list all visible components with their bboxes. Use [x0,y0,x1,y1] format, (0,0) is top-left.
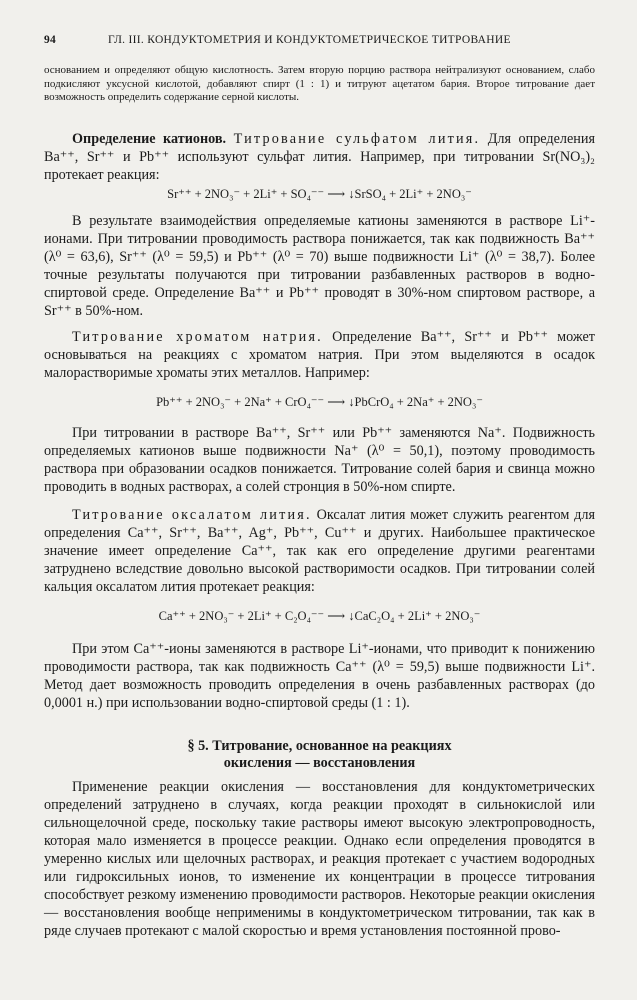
equation-strontium-sulfate: Sr⁺⁺ + 2NO₃⁻ + 2Li⁺ + SO₄⁻⁻ ⟶ ↓SrSO₄ + 2Li⁺ + 2NO₃⁻ [167,187,472,201]
page-number: 94 [44,34,57,46]
lithium-sulfate-heading: Титрование сульфатом лития. [233,131,481,147]
replacement-paragraph [44,212,595,320]
running-header [44,34,604,50]
cations-paragraph [44,130,595,184]
running-title: ГЛ. III. КОНДУКТОМЕТРИЯ И КОНДУКТОМЕТРИЧЕСКОЕ ТИТРОВАНИЕ [108,34,511,46]
replacement-text: В результате взаимодействия определяемые катионы заменяются в растворе Li⁺-ионами. При титровании проводимость раствора понижается, так как подвижность Ba⁺⁺ (λ⁰ = 63,6), Sr⁺⁺ (λ⁰ = 59,5) и Pb⁺⁺ (λ⁰ = 70) выше подвижности Li⁺ (λ⁰ = 38,7). Более точные результаты получаются при титровании разбавленных растворов в водно-спиртовой среде. Определение Ba⁺⁺ и Pb⁺⁺ проводят в 30%-ном спиртовом растворе, а Sr⁺⁺ в 50%-ном. [44,213,595,319]
chromate-heading: Титрование хроматом натрия. [72,329,323,345]
equation-lead-chromate: Pb⁺⁺ + 2NO₃⁻ + 2Na⁺ + CrO₄⁻⁻ ⟶ ↓PbCrO₄ + 2Na⁺ + 2NO₃⁻ [156,395,483,409]
section-heading [44,738,595,772]
intro-paragraph: основанием и определяют общую кислотность. Затем вторую порцию раствора нейтрализуют основанием, слабо подкисляют уксусной кислотой, добавляют спирт (1 : 1) и титруют ацетатом бария. Второе титрование дает возможность определить содержание серной кислоты. [44,64,595,104]
section-heading-line2: окисления — восстановления [223,755,416,771]
oxalate-paragraph [44,506,595,596]
sodium-text: При титровании в растворе Ba⁺⁺, Sr⁺⁺ или Pb⁺⁺ заменяются Na⁺. Подвижность определяемых катионов выше подвижности Na⁺ (λ⁰ = 50,1), поэтому проводимость раствора при образовании осадков понижается. Титрование солей бария и свинца можно проводить в водных растворах, а солей стронция в 50%-ном спирте. [44,425,595,495]
lithium-sulfate-text: Для определения Ba⁺⁺, Sr⁺⁺ и Pb⁺⁺ используют сульфат лития. Например, при титровании Sr(NO₃)₂ протекает реакция: [44,131,595,183]
cations-heading: Определение катионов. [72,131,227,147]
chromate-text: Определение Ba⁺⁺, Sr⁺⁺ и Pb⁺⁺ может основываться на реакциях с хроматом натрия. При этом выделяются в осадок малорастворимые хроматы этих металлов. Например: [44,329,595,381]
section-heading-line1: § 5. Титрование, основанное на реакциях [187,738,452,754]
redox-text: Применение реакции окисления — восстановления для кондуктометрических определений затруднено в случаях, когда реакции проходят в сильнокислой или сильнощелочной среде, поскольку такие растворы имеют высокую электропроводность, которая мало изменяется в процессе реакции. Однако если определения проводятся в умеренно кислых или щелочных растворах, и реакция протекает с участием водородных или гидроксильных ионов, то изменение их концентрации в процессе титрования способствует резкому изменению проводимости растворов. Некоторые реакции окисления — восстановления вообще неприменимы в кондуктометрическом титровании, так как в ряде случаев протекают с малой скоростью и время установления постоянной прово- [44,779,595,939]
equation-calcium-oxalate: Ca⁺⁺ + 2NO₃⁻ + 2Li⁺ + C₂O₄⁻⁻ ⟶ ↓CaC₂O₄ + 2Li⁺ + 2NO₃⁻ [158,609,481,623]
oxalate-heading: Титрование оксалатом лития. [72,507,312,523]
chromate-paragraph [44,328,595,382]
sodium-paragraph [44,424,595,496]
calcium-paragraph [44,640,595,712]
redox-paragraph [44,778,595,940]
oxalate-text: Оксалат лития может служить реагентом для определения Ca⁺⁺, Sr⁺⁺, Ba⁺⁺, Ag⁺, Pb⁺⁺, Cu⁺⁺ и других. Наибольшее практическое значение имеет определение Ca⁺⁺, так как его определение другими реагентами затруднено вследствие довольно высокой растворимости осадков. При титровании солей кальция оксалатом лития протекает реакция: [44,507,595,595]
calcium-text: При этом Ca⁺⁺-ионы заменяются в растворе Li⁺-ионами, что приводит к понижению проводимости раствора, так как подвижность Ca⁺⁺ (λ⁰ = 59,5) выше подвижности Li⁺. Метод дает возможность проводить определения в очень разбавленных растворах (до 0,0001 н.) при использовании водно-спиртовой среды (1 : 1). [44,641,595,711]
